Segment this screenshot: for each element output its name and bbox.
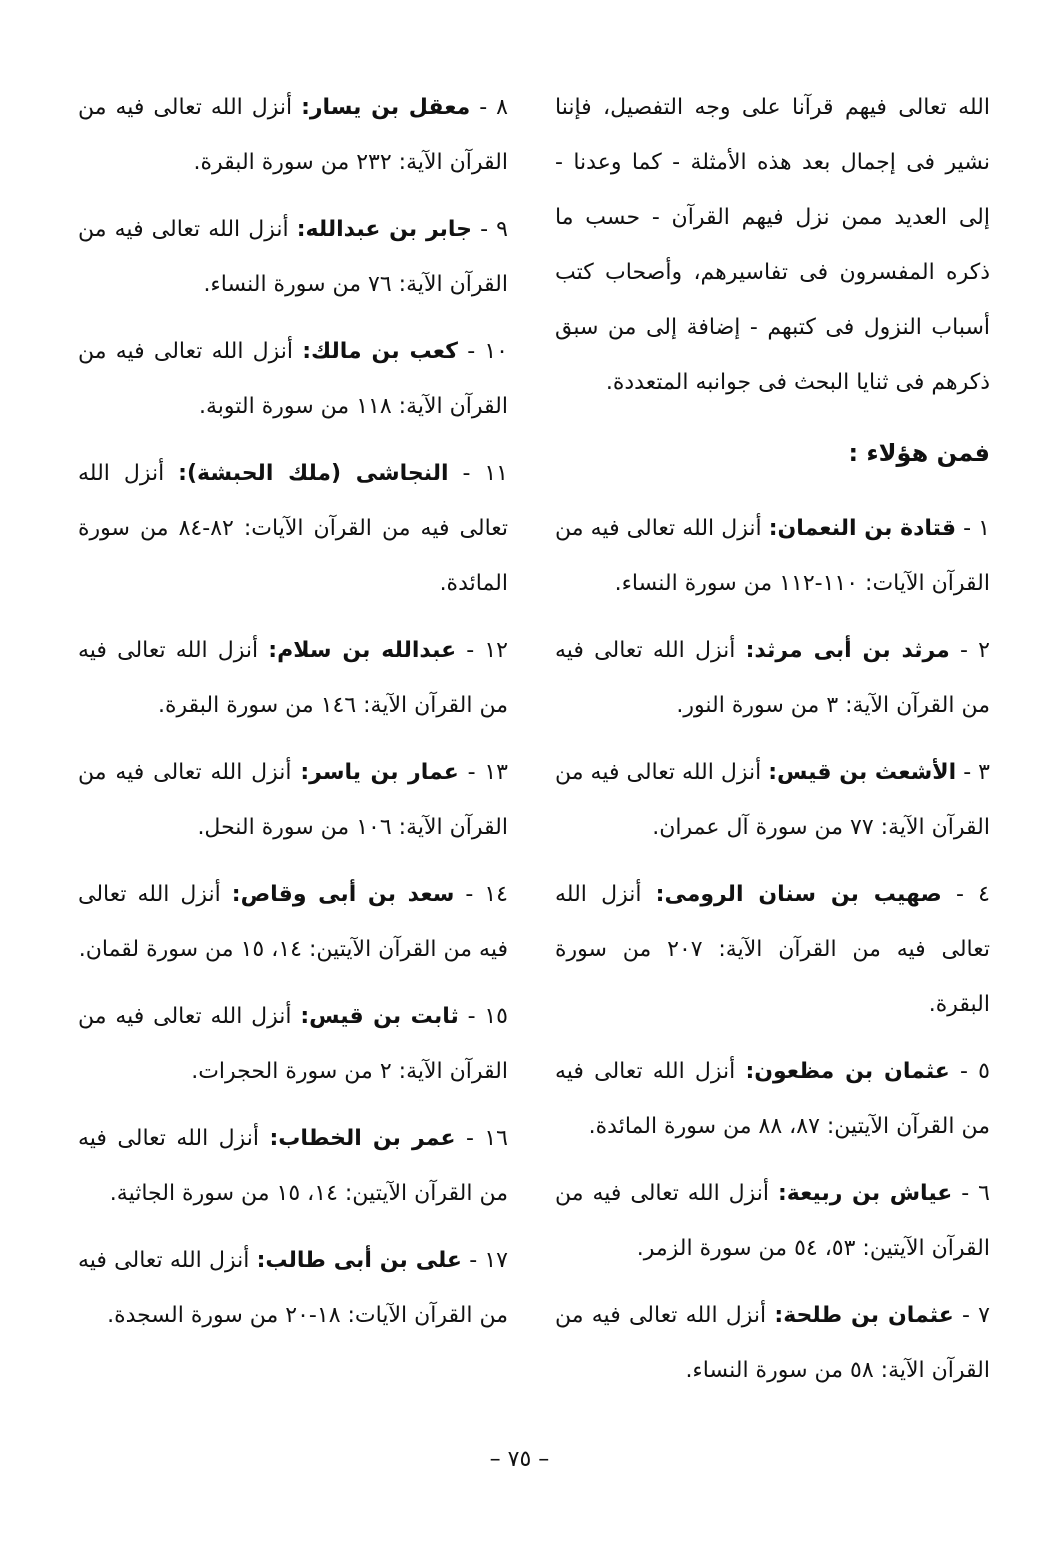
entry-text: أنزل الله تعالى فيه من القرآن الآية: ٧٦ من سورة النساء. <box>78 217 508 297</box>
entry-number: ٤ - <box>941 882 990 907</box>
entry-number: ١ - <box>956 516 990 541</box>
list-item <box>555 501 990 611</box>
entry-name: ثابت بن قيس: <box>300 1004 459 1029</box>
entry-name: عثمان بن مظعون: <box>745 1059 950 1084</box>
entry-text: أنزل الله تعالى فيه من القرآن الآيات: ١١٠-١١٢ من سورة النساء. <box>555 516 990 596</box>
entry-number: ١٤ - <box>454 882 508 907</box>
entry-text: أنزل الله تعالى فيه من القرآن الآيتين: ٨٧، ٨٨ من سورة المائدة. <box>555 1059 990 1139</box>
entry-text: أنزل الله تعالى فيه من القرآن الآيتين: ٥٣، ٥٤ من سورة الزمر. <box>555 1181 990 1261</box>
entry-text: أنزل الله تعالى فيه من القرآن الآية: ١١٨ من سورة التوبة. <box>78 339 508 419</box>
right-column <box>555 80 990 1410</box>
entry-number: ١٢ - <box>456 638 508 663</box>
list-item <box>555 1288 990 1398</box>
entry-text: أنزل الله تعالى فيه من القرآن الآية: ١٠٦ من سورة النحل. <box>78 760 508 840</box>
list-item <box>555 623 990 733</box>
list-item <box>78 80 508 190</box>
entry-name: قتادة بن النعمان: <box>768 516 957 541</box>
entry-text: أنزل الله تعالى فيه من القرآن الآية: ٥٨ من سورة النساء. <box>555 1303 990 1383</box>
entry-number: ١٧ - <box>461 1248 508 1273</box>
entry-number: ٩ - <box>472 217 508 242</box>
list-item <box>555 1166 990 1276</box>
list-item <box>78 1111 508 1221</box>
entry-number: ٢ - <box>949 638 990 663</box>
list-item <box>555 745 990 855</box>
entry-name: الأشعث بن قيس: <box>768 760 957 785</box>
entry-name: النجاشى (ملك الحبشة): <box>178 461 449 486</box>
list-item <box>555 1044 990 1154</box>
list-item <box>555 867 990 1032</box>
list-item <box>78 446 508 611</box>
entry-name: مرثد بن أبى مرثد: <box>745 638 950 663</box>
entry-text: أنزل الله تعالى فيه من القرآن الآية: ١٤٦ من سورة البقرة. <box>78 638 508 718</box>
entry-text: أنزل الله تعالى فيه من القرآن الآية: ٢٠٧ من سورة البقرة. <box>555 882 990 1017</box>
entry-number: ٨ - <box>470 95 508 120</box>
entry-name: عمار بن ياسر: <box>300 760 459 785</box>
entry-number: ١٠ - <box>457 339 508 364</box>
entry-number: ١٥ - <box>458 1004 508 1029</box>
list-item <box>78 745 508 855</box>
left-column <box>78 80 508 1355</box>
page-number: – ٧٥ – <box>489 1447 550 1472</box>
entry-text: أنزل الله تعالى فيه من القرآن الآية: ٢ من سورة الحجرات. <box>78 1004 508 1084</box>
entry-text: أنزل الله تعالى فيه من القرآن الآيتين: ١٤، ١٥ من سورة لقمان. <box>78 882 508 962</box>
entry-number: ٦ - <box>952 1181 990 1206</box>
entry-name: على بن أبى طالب: <box>256 1248 462 1273</box>
entry-text: أنزل الله تعالى فيه من القرآن الآيتين: ١٤، ١٥ من سورة الجاثية. <box>78 1126 508 1206</box>
list-item <box>78 1233 508 1343</box>
entry-number: ٥ - <box>949 1059 990 1084</box>
list-item <box>78 623 508 733</box>
list-item <box>78 202 508 312</box>
entry-text: أنزل الله تعالى فيه من القرآن الآية: ٧٧ من سورة آل عمران. <box>555 760 990 840</box>
entry-text: أنزل الله تعالى فيه من القرآن الآيات: ٨٢-٨٤ من سورة المائدة. <box>78 461 509 596</box>
entry-number: ٧ - <box>953 1303 990 1328</box>
entry-number: ٣ - <box>956 760 990 785</box>
entry-number: ١١ - <box>448 461 508 486</box>
entry-name: كعب بن مالك: <box>302 339 458 364</box>
entry-name: معقل بن يسار: <box>301 95 471 120</box>
entry-name: عمر بن الخطاب: <box>269 1126 456 1151</box>
list-item <box>78 989 508 1099</box>
entry-number: ١٣ - <box>458 760 508 785</box>
entry-name: عثمان بن طلحة: <box>774 1303 954 1328</box>
entry-text: أنزل الله تعالى فيه من القرآن الآية: ٣ من سورة النور. <box>555 638 990 718</box>
entry-name: صهيب بن سنان الرومى: <box>655 882 942 907</box>
entry-text: أنزل الله تعالى فيه من القرآن الآيات: ١٨-٢٠ من سورة السجدة. <box>78 1248 508 1328</box>
entry-name: عياش بن ربيعة: <box>777 1181 953 1206</box>
list-item <box>78 324 508 434</box>
entry-name: سعد بن أبى وقاص: <box>231 882 455 907</box>
entry-text: أنزل الله تعالى فيه من القرآن الآية: ٢٣٢ من سورة البقرة. <box>78 95 508 175</box>
intro-paragraph: الله تعالى فيهم قرآنا على وجه التفصيل، فإننا نشير فى إجمال بعد هذه الأمثلة - كما وعدنا - إلى العديد ممن نزل فيهم القرآن - حسب ما ذكره المفسرون فى تفاسيرهم، وأصحاب كتب أسباب النزول فى كتبهم - إضافة إلى من سبق ذكرهم فى ثنايا البحث فى جوانبه المتعددة. <box>555 95 990 395</box>
entry-name: جابر بن عبدالله: <box>296 217 473 242</box>
entry-name: عبدالله بن سلام: <box>268 638 457 663</box>
section-heading: فمن هؤلاء : <box>848 439 990 467</box>
entry-number: ١٦ - <box>455 1126 508 1151</box>
list-item <box>78 867 508 977</box>
